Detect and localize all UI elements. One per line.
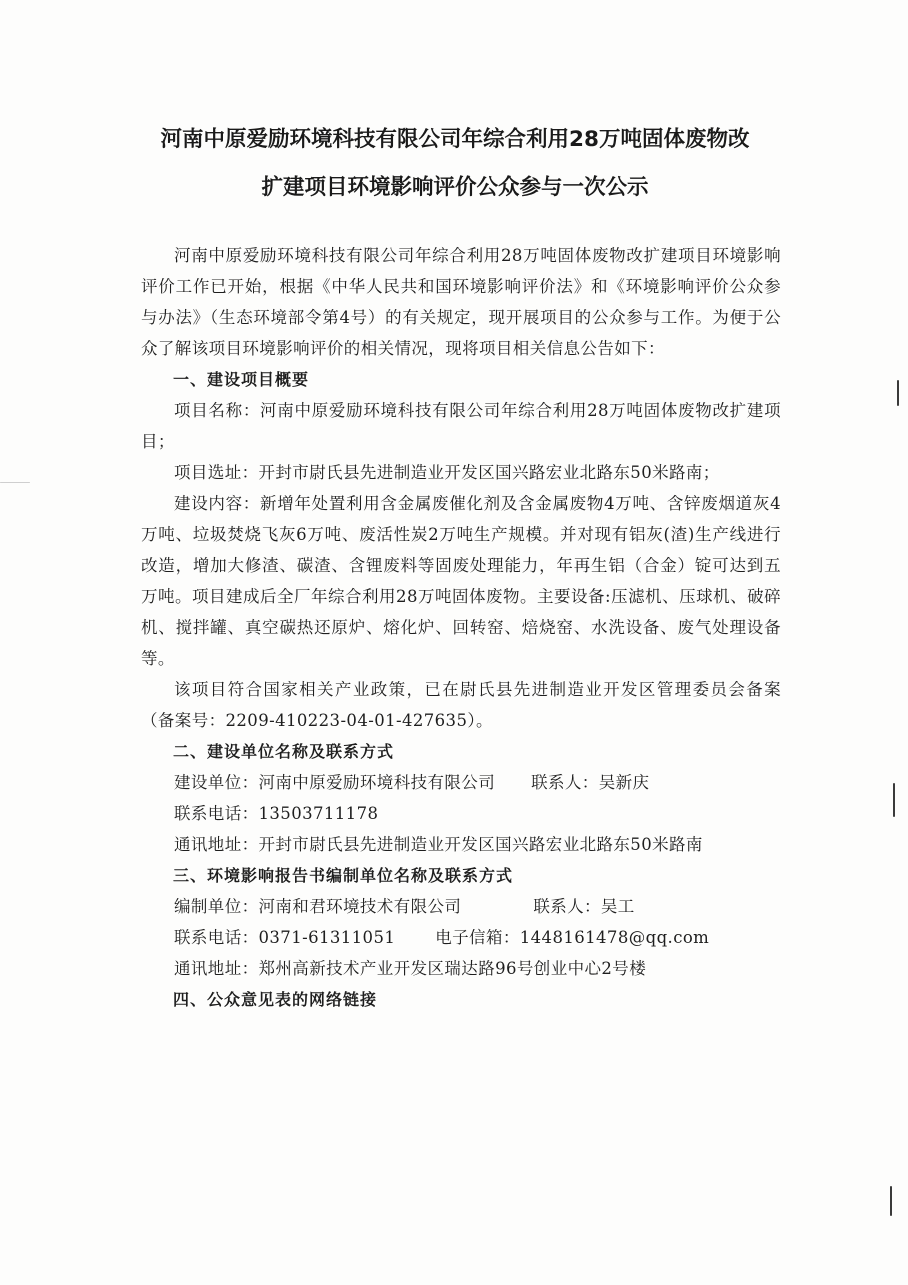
document-title-line-1: 河南中原爱励环境科技有限公司年综合利用28万吨固体废物改 — [160, 127, 750, 152]
author-unit: 编制单位：河南和君环境技术有限公司 — [174, 897, 462, 916]
project-site: 项目选址：开封市尉氏县先进制造业开发区国兴路宏业北路东50米路南； — [174, 463, 720, 482]
section-3-heading: 三、环境影响报告书编制单位名称及联系方式 — [173, 866, 514, 885]
section-1-heading: 一、建设项目概要 — [173, 370, 310, 389]
scan-mark — [893, 783, 895, 817]
author-address: 通讯地址：郑州高新技术产业开发区瑞达路96号创业中心2号楼 — [174, 959, 647, 978]
builder-phone: 联系电话：13503711178 — [174, 804, 379, 823]
builder-contact: 联系人：吴新庆 — [531, 773, 650, 792]
scan-mark — [897, 380, 899, 406]
author-phone-line — [141, 922, 781, 953]
project-name: 项目名称：河南中原爱励环境科技有限公司年综合利用28万吨固体废物改扩建项目； — [141, 401, 781, 451]
builder-unit: 建设单位：河南中原爱励环境科技有限公司 — [174, 773, 496, 792]
project-content: 建设内容：新增年处置利用含金属废催化剂及含金属废物4万吨、含锌废烟道灰4万吨、垃圾焚烧飞灰6万吨、废活性炭2万吨生产规模。并对现有铝灰(渣)生产线进行改造，增加大修渣、碳渣、含锂废料等固废处理能力，年再生铝（合金）锭可达到五万吨。项目建成后全厂年综合利用28万吨固体废物。主要设备:压滤机、压球机、破碎机、搅拌罐、真空碳热还原炉、熔化炉、回转窑、焙烧窑、水洗设备、废气处理设备等。 — [141, 494, 781, 668]
scan-mark — [0, 482, 30, 483]
section-4-heading: 四、公众意见表的网络链接 — [173, 990, 378, 1009]
project-policy: 该项目符合国家相关产业政策，已在尉氏县先进制造业开发区管理委员会备案（备案号：2209-410223-04-01-427635）。 — [141, 680, 781, 730]
author-contact: 联系人：吴工 — [533, 897, 635, 916]
author-unit-line — [141, 891, 781, 922]
builder-unit-line — [141, 767, 781, 798]
document-title-line-2: 扩建项目环境影响评价公众参与一次公示 — [261, 175, 649, 200]
builder-address: 通讯地址：开封市尉氏县先进制造业开发区国兴路宏业北路东50米路南 — [174, 835, 703, 854]
document-body — [141, 240, 781, 1015]
intro-paragraph: 河南中原爱励环境科技有限公司年综合利用28万吨固体废物改扩建项目环境影响评价工作已开始，根据《中华人民共和国环境影响评价法》和《环境影响评价公众参与办法》（生态环境部令第4号）的有关规定，现开展项目的公众参与工作。为便于公众了解该项目环境影响评价的相关情况，现将项目相关信息公告如下： — [141, 246, 781, 358]
scan-mark — [890, 1186, 892, 1216]
section-2-heading: 二、建设单位名称及联系方式 — [173, 742, 395, 761]
author-email: 电子信箱：1448161478@qq.com — [435, 928, 710, 947]
author-phone: 联系电话：0371-61311051 — [174, 928, 396, 947]
